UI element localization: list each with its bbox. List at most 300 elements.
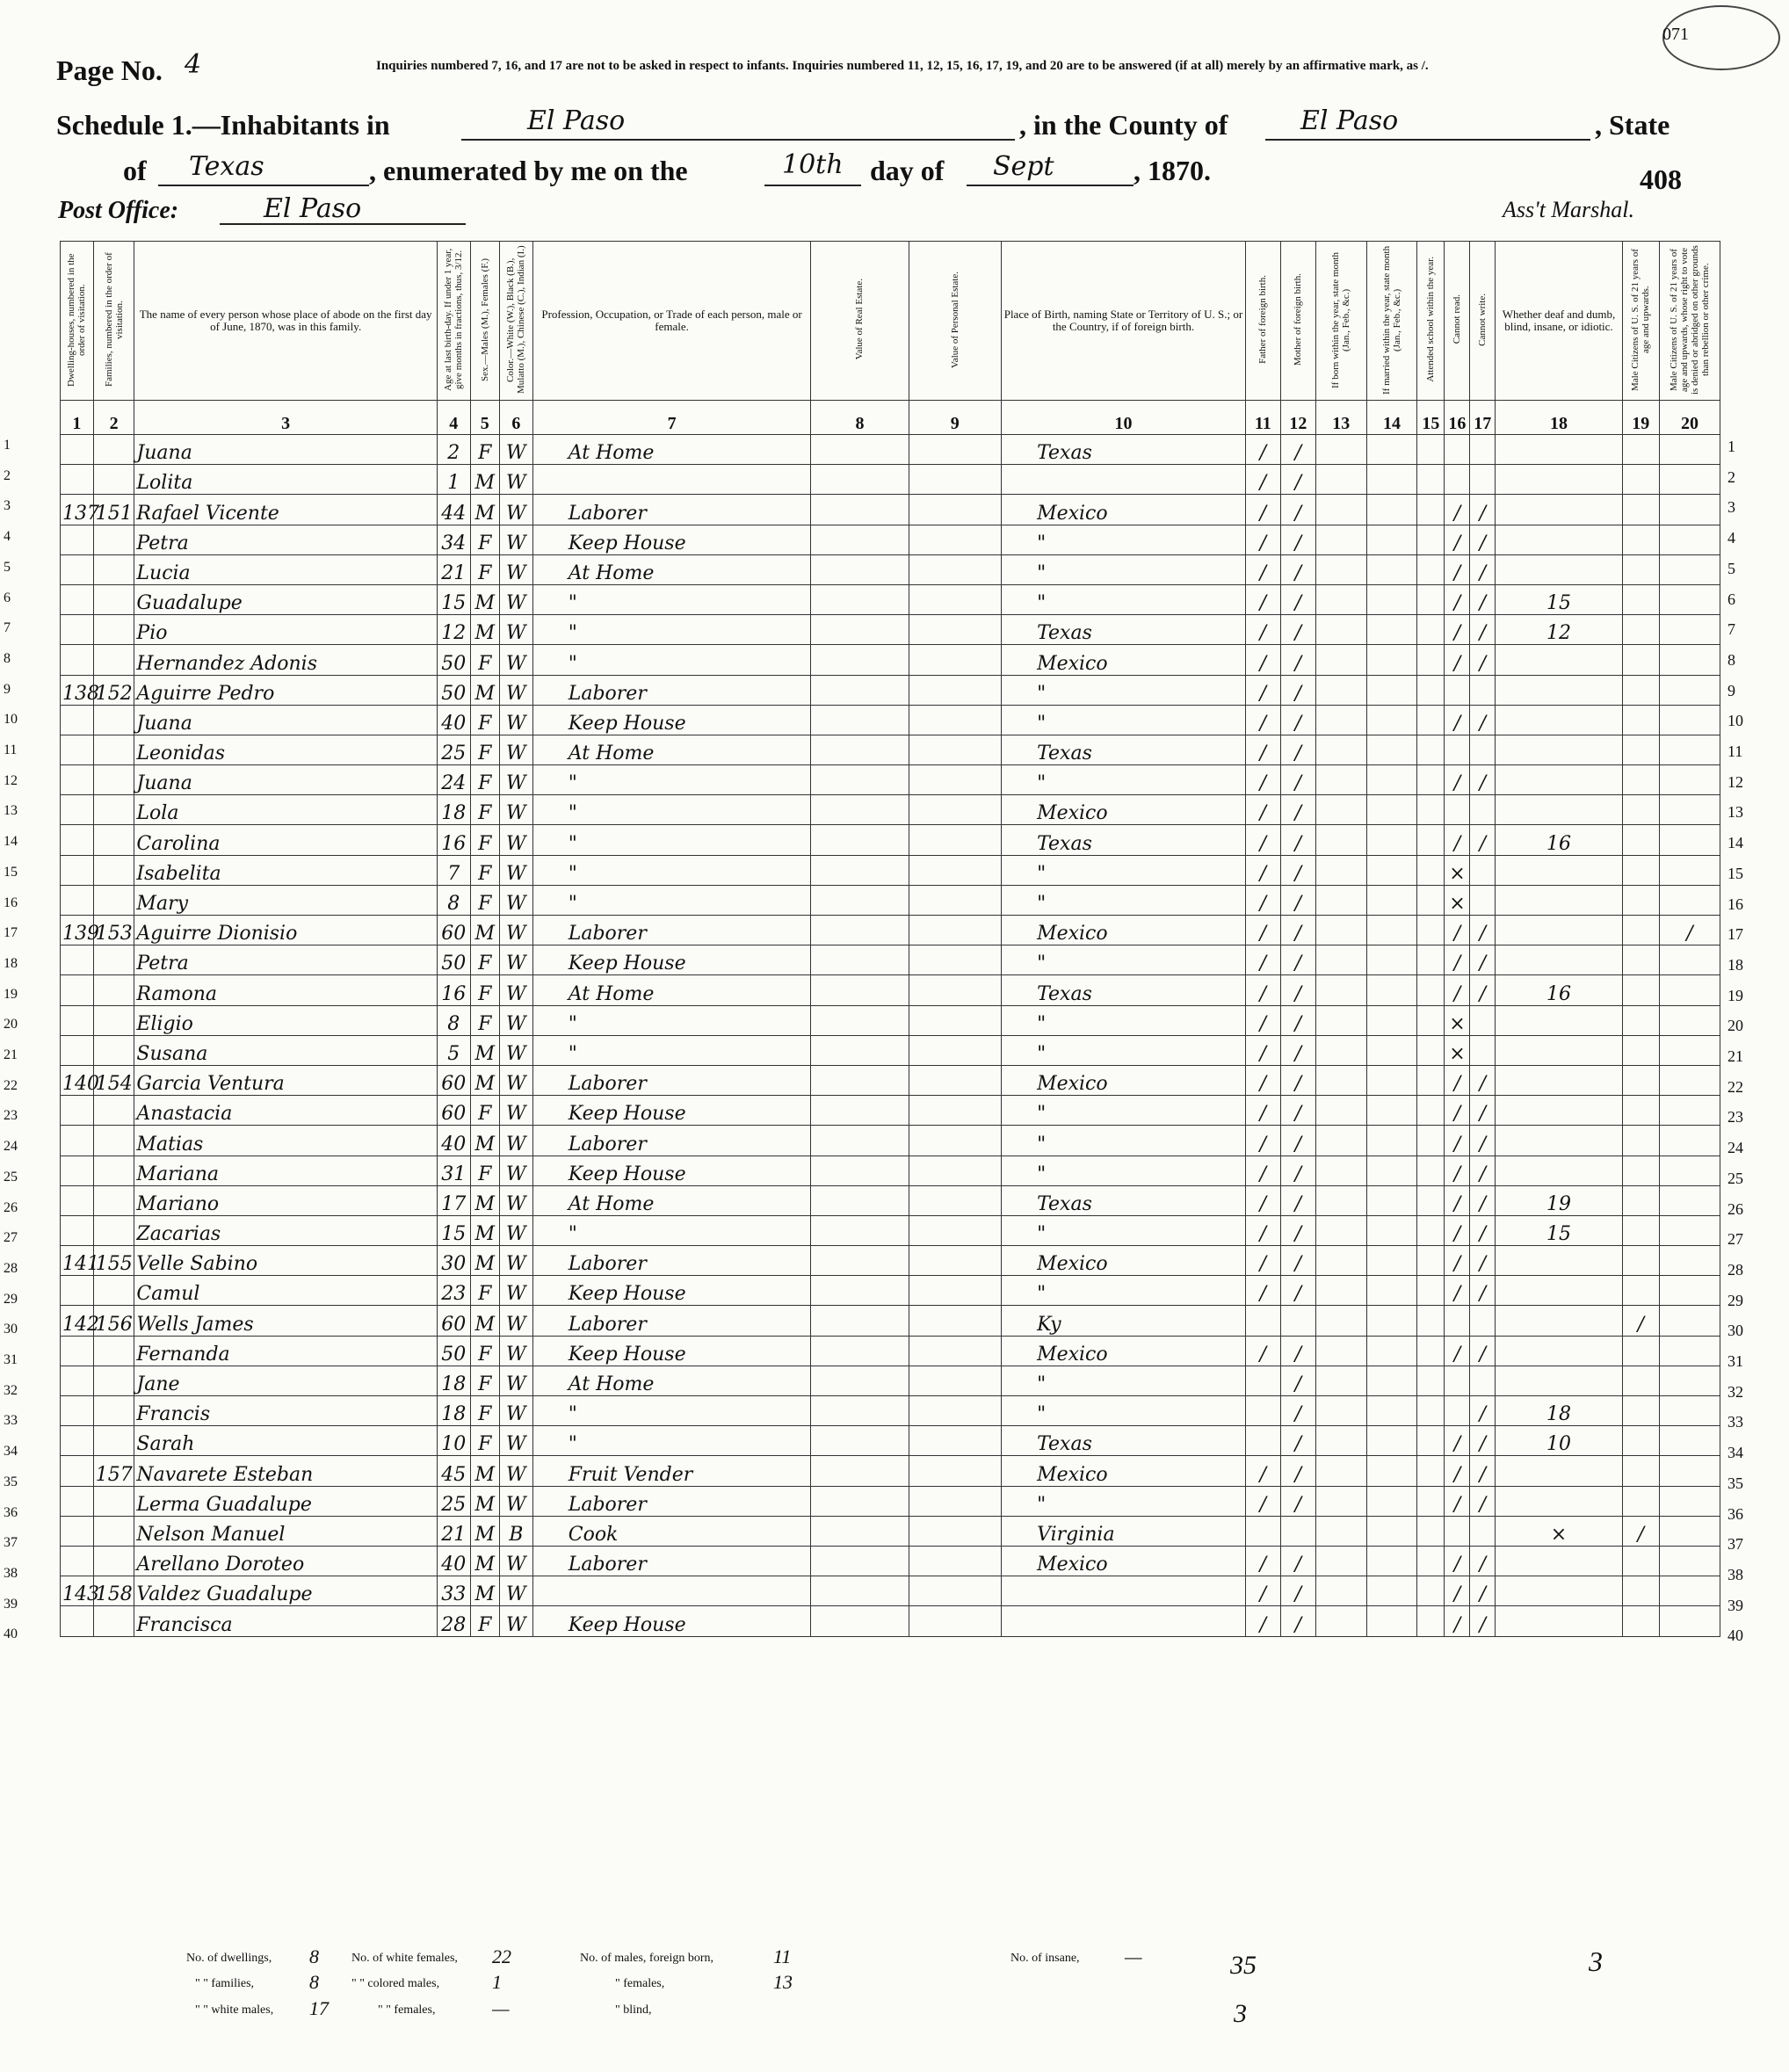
vote-denied-cell: / [1659, 916, 1720, 945]
disability-cell: 12 [1496, 615, 1622, 645]
disability-cell [1496, 1156, 1622, 1185]
column-number-10: 10 [1002, 401, 1246, 435]
father-foreign-cell: / [1245, 916, 1280, 945]
vote-denied-cell [1659, 1426, 1720, 1456]
disability-cell [1496, 1276, 1622, 1306]
column-header-16: Cannot read. [1445, 242, 1470, 401]
married-month-cell [1366, 1336, 1417, 1366]
person-name-cell: Arellano Doroteo [134, 1546, 437, 1576]
citizen-cell [1622, 645, 1659, 675]
line-number-right: 10 [1727, 712, 1743, 730]
cannot-read-cell: × [1445, 885, 1470, 915]
vote-denied-cell [1659, 855, 1720, 885]
school-cell [1417, 554, 1445, 584]
birthplace-cell: Texas [1002, 435, 1246, 465]
line-number-left: 24 [4, 1139, 18, 1155]
age-cell: 7 [437, 855, 470, 885]
color-cell: W [499, 885, 532, 915]
census-row [61, 916, 1720, 945]
school-cell [1417, 675, 1445, 705]
married-month-cell [1366, 825, 1417, 855]
personal-estate-cell [909, 1366, 1002, 1395]
line-number-right: 35 [1727, 1474, 1743, 1492]
occupation-cell: At Home [532, 1185, 811, 1215]
vote-denied-cell [1659, 795, 1720, 825]
real-estate-cell [811, 1306, 909, 1336]
age-cell: 8 [437, 1005, 470, 1035]
line-number-right: 33 [1727, 1413, 1743, 1431]
column-header-18: Whether deaf and dumb, blind, insane, or idiotic. [1496, 242, 1622, 401]
occupation-cell: At Home [532, 435, 811, 465]
mother-foreign-cell: / [1280, 855, 1315, 885]
father-foreign-cell: / [1245, 795, 1280, 825]
census-row [61, 584, 1720, 614]
mother-foreign-cell: / [1280, 465, 1315, 495]
birthplace-cell: Mexico [1002, 645, 1246, 675]
real-estate-cell [811, 1276, 909, 1306]
column-number-15: 15 [1417, 401, 1445, 435]
family-cell [93, 855, 134, 885]
line-number-right: 34 [1727, 1444, 1743, 1462]
birthplace-cell: " [1002, 1035, 1246, 1065]
stamp-number: 071 [1662, 25, 1689, 44]
real-estate-cell [811, 1486, 909, 1516]
father-foreign-cell: / [1245, 1336, 1280, 1366]
married-month-cell [1366, 795, 1417, 825]
age-cell: 50 [437, 945, 470, 975]
cannot-write-cell: / [1470, 705, 1496, 735]
cannot-write-cell: / [1470, 645, 1496, 675]
column-number-7: 7 [532, 401, 811, 435]
cannot-write-cell: / [1470, 1246, 1496, 1276]
father-foreign-cell: / [1245, 735, 1280, 764]
line-number-left: 32 [4, 1382, 18, 1398]
mother-foreign-cell: / [1280, 1096, 1315, 1126]
color-cell: W [499, 1185, 532, 1215]
real-estate-cell [811, 885, 909, 915]
school-cell [1417, 945, 1445, 975]
mother-foreign-cell: / [1280, 1215, 1315, 1245]
census-row [61, 1035, 1720, 1065]
born-month-cell [1315, 916, 1366, 945]
born-month-cell [1315, 435, 1366, 465]
school-cell [1417, 1185, 1445, 1215]
sex-cell: F [470, 945, 499, 975]
dwelling-cell [61, 525, 94, 554]
real-estate-cell [811, 1246, 909, 1276]
cannot-write-cell: / [1470, 825, 1496, 855]
personal-estate-cell [909, 1306, 1002, 1336]
school-cell [1417, 1546, 1445, 1576]
enumerated-label: , enumerated by me on the [369, 155, 688, 186]
birthplace-cell: Mexico [1002, 495, 1246, 525]
school-cell [1417, 1005, 1445, 1035]
married-month-cell [1366, 705, 1417, 735]
of-label: of [123, 155, 147, 186]
column-number-16: 16 [1445, 401, 1470, 435]
cannot-write-cell [1470, 1035, 1496, 1065]
cannot-read-cell: / [1445, 1126, 1470, 1156]
occupation-cell: " [532, 584, 811, 614]
person-name-cell: Valdez Guadalupe [134, 1576, 437, 1606]
person-name-cell: Juana [134, 435, 437, 465]
mother-foreign-cell: / [1280, 825, 1315, 855]
disability-cell: × [1496, 1516, 1622, 1546]
cannot-read-cell: / [1445, 1276, 1470, 1306]
born-month-cell [1315, 1126, 1366, 1156]
line-number-right: 21 [1727, 1047, 1743, 1065]
age-cell: 28 [437, 1606, 470, 1636]
person-name-cell: Petra [134, 945, 437, 975]
person-name-cell: Jane [134, 1366, 437, 1395]
cannot-read-cell [1445, 1396, 1470, 1426]
disability-cell [1496, 1366, 1622, 1395]
line-number-right: 4 [1727, 529, 1735, 547]
occupation-cell: Laborer [532, 495, 811, 525]
married-month-cell [1366, 885, 1417, 915]
birthplace-cell: " [1002, 765, 1246, 795]
line-number-left: 8 [4, 650, 11, 666]
father-foreign-cell: / [1245, 1126, 1280, 1156]
census-row [61, 495, 1720, 525]
family-cell [93, 1156, 134, 1185]
mother-foreign-cell: / [1280, 645, 1315, 675]
occupation-cell: Keep House [532, 945, 811, 975]
cannot-read-cell: / [1445, 1576, 1470, 1606]
disability-cell [1496, 1456, 1622, 1486]
real-estate-cell [811, 1546, 909, 1576]
vote-denied-cell [1659, 765, 1720, 795]
personal-estate-cell [909, 705, 1002, 735]
father-foreign-cell: / [1245, 1035, 1280, 1065]
dwelling-cell [61, 435, 94, 465]
person-name-cell: Wells James [134, 1306, 437, 1336]
personal-estate-cell [909, 675, 1002, 705]
citizen-cell [1622, 1035, 1659, 1065]
vote-denied-cell [1659, 1576, 1720, 1606]
person-name-cell: Zacarias [134, 1215, 437, 1245]
age-cell: 8 [437, 885, 470, 915]
born-month-cell [1315, 765, 1366, 795]
citizen-cell [1622, 1606, 1659, 1636]
vote-denied-cell [1659, 1336, 1720, 1366]
family-cell [93, 1366, 134, 1395]
occupation-cell: " [532, 885, 811, 915]
line-number-right: 31 [1727, 1352, 1743, 1370]
real-estate-cell [811, 795, 909, 825]
father-foreign-cell: / [1245, 765, 1280, 795]
disability-cell [1496, 885, 1622, 915]
family-cell: 152 [93, 675, 134, 705]
dwelling-cell [61, 1005, 94, 1035]
born-month-cell [1315, 1156, 1366, 1185]
census-row [61, 1606, 1720, 1636]
personal-estate-cell [909, 1336, 1002, 1366]
real-estate-cell [811, 1185, 909, 1215]
dwelling-cell: 141 [61, 1246, 94, 1276]
insane-label: No. of insane, [1010, 1952, 1080, 1965]
cannot-read-cell: / [1445, 1156, 1470, 1185]
real-estate-cell [811, 1336, 909, 1366]
census-row [61, 1246, 1720, 1276]
family-cell [93, 1606, 134, 1636]
father-foreign-cell: / [1245, 554, 1280, 584]
personal-estate-cell [909, 465, 1002, 495]
vote-denied-cell [1659, 465, 1720, 495]
real-estate-cell [811, 1215, 909, 1245]
census-row [61, 1546, 1720, 1576]
school-cell [1417, 1396, 1445, 1426]
age-cell: 24 [437, 765, 470, 795]
citizen-cell [1622, 525, 1659, 554]
person-name-cell: Hernandez Adonis [134, 645, 437, 675]
birthplace-cell: Mexico [1002, 1336, 1246, 1366]
married-month-cell [1366, 1185, 1417, 1215]
dwelling-cell: 139 [61, 916, 94, 945]
age-cell: 18 [437, 1396, 470, 1426]
line-number-right: 39 [1727, 1596, 1743, 1614]
column-header-8: Value of Real Estate. [811, 242, 909, 401]
column-number-6: 6 [499, 401, 532, 435]
dwelling-cell [61, 1606, 94, 1636]
citizen-cell [1622, 1546, 1659, 1576]
citizen-cell [1622, 1336, 1659, 1366]
married-month-cell [1366, 1065, 1417, 1095]
line-number-left: 16 [4, 895, 18, 910]
census-row [61, 735, 1720, 764]
census-row [61, 554, 1720, 584]
disability-cell [1496, 916, 1622, 945]
males-foreign-label: No. of males, foreign born, [580, 1952, 714, 1965]
color-cell: W [499, 615, 532, 645]
disability-cell [1496, 735, 1622, 764]
sex-cell: M [470, 1306, 499, 1336]
birthplace-cell: Mexico [1002, 1546, 1246, 1576]
sex-cell: M [470, 1185, 499, 1215]
line-number-left: 22 [4, 1077, 18, 1093]
line-number-right: 23 [1727, 1108, 1743, 1127]
born-month-cell [1315, 1246, 1366, 1276]
married-month-cell [1366, 1576, 1417, 1606]
sex-cell: M [470, 1546, 499, 1576]
cannot-write-cell: / [1470, 1456, 1496, 1486]
cannot-read-cell: / [1445, 975, 1470, 1005]
born-month-cell [1315, 465, 1366, 495]
dwelling-cell [61, 1096, 94, 1126]
line-number-right: 9 [1727, 681, 1735, 699]
line-number-right: 11 [1727, 743, 1743, 760]
disability-cell [1496, 945, 1622, 975]
cannot-read-cell: / [1445, 1426, 1470, 1456]
school-cell [1417, 975, 1445, 1005]
family-cell [93, 945, 134, 975]
sex-cell: M [470, 1215, 499, 1245]
mother-foreign-cell: / [1280, 1035, 1315, 1065]
father-foreign-cell [1245, 1396, 1280, 1426]
occupation-cell: Laborer [532, 916, 811, 945]
age-cell: 60 [437, 1306, 470, 1336]
color-cell: W [499, 1126, 532, 1156]
line-number-right: 6 [1727, 590, 1735, 608]
census-row [61, 1396, 1720, 1426]
line-number-right: 24 [1727, 1139, 1743, 1157]
dwelling-cell: 140 [61, 1065, 94, 1095]
family-cell [93, 1185, 134, 1215]
mother-foreign-cell: / [1280, 1336, 1315, 1366]
married-month-cell [1366, 1246, 1417, 1276]
white-females-label: No. of white females, [351, 1952, 458, 1965]
line-number-right: 2 [1727, 467, 1735, 486]
line-number-right: 12 [1727, 772, 1743, 791]
family-cell [93, 825, 134, 855]
birthplace-cell: " [1002, 1096, 1246, 1126]
color-cell: W [499, 435, 532, 465]
line-number-right: 14 [1727, 834, 1743, 852]
vote-denied-cell [1659, 584, 1720, 614]
father-foreign-cell: / [1245, 705, 1280, 735]
column-number-5: 5 [470, 401, 499, 435]
census-row [61, 1185, 1720, 1215]
birthplace-cell: Texas [1002, 975, 1246, 1005]
school-cell [1417, 1126, 1445, 1156]
birthplace-cell: Mexico [1002, 1065, 1246, 1095]
citizen-cell [1622, 765, 1659, 795]
occupation-cell: " [532, 855, 811, 885]
cannot-read-cell: / [1445, 705, 1470, 735]
disability-cell [1496, 1035, 1622, 1065]
line-number-left: 25 [4, 1169, 18, 1185]
sex-cell: F [470, 554, 499, 584]
occupation-cell: Laborer [532, 1246, 811, 1276]
occupation-cell: " [532, 1215, 811, 1245]
color-cell: W [499, 1005, 532, 1035]
color-cell: W [499, 525, 532, 554]
sex-cell: M [470, 1516, 499, 1546]
personal-estate-cell [909, 1516, 1002, 1546]
vote-denied-cell [1659, 1546, 1720, 1576]
person-name-cell: Leonidas [134, 735, 437, 764]
column-header-13: If born within the year, state month (Jan., Feb., &c.) [1315, 242, 1366, 401]
citizen-cell [1622, 916, 1659, 945]
married-month-cell [1366, 1486, 1417, 1516]
cannot-write-cell [1470, 435, 1496, 465]
cannot-read-cell: / [1445, 1606, 1470, 1636]
school-cell [1417, 855, 1445, 885]
school-cell [1417, 1486, 1445, 1516]
personal-estate-cell [909, 1185, 1002, 1215]
age-cell: 21 [437, 1516, 470, 1546]
age-cell: 1 [437, 465, 470, 495]
person-name-cell: Lola [134, 795, 437, 825]
family-cell: 158 [93, 1576, 134, 1606]
born-month-cell [1315, 1486, 1366, 1516]
personal-estate-cell [909, 1005, 1002, 1035]
page-label: Page No. [56, 54, 163, 86]
person-name-cell: Francisca [134, 1606, 437, 1636]
dwelling-cell [61, 765, 94, 795]
birthplace-cell: Ky [1002, 1306, 1246, 1336]
colored-females-label: " " females, [378, 2003, 436, 2017]
family-cell [93, 645, 134, 675]
column-number-12: 12 [1280, 401, 1315, 435]
occupation-cell: Laborer [532, 1306, 811, 1336]
line-number-left: 31 [4, 1352, 18, 1367]
cannot-write-cell [1470, 1366, 1496, 1395]
census-row [61, 1065, 1720, 1095]
occupation-cell: Keep House [532, 1156, 811, 1185]
occupation-cell: Fruit Vender [532, 1456, 811, 1486]
married-month-cell [1366, 615, 1417, 645]
vote-denied-cell [1659, 1005, 1720, 1035]
year-label: , 1870. [1134, 155, 1211, 186]
school-cell [1417, 1426, 1445, 1456]
person-name-cell: Lerma Guadalupe [134, 1486, 437, 1516]
vote-denied-cell [1659, 975, 1720, 1005]
birthplace-cell: Texas [1002, 1185, 1246, 1215]
born-month-cell [1315, 825, 1366, 855]
person-name-cell: Eligio [134, 1005, 437, 1035]
married-month-cell [1366, 1276, 1417, 1306]
dwelling-cell [61, 795, 94, 825]
dwelling-cell [61, 465, 94, 495]
color-cell: B [499, 1516, 532, 1546]
cannot-read-cell: / [1445, 1486, 1470, 1516]
citizen-cell [1622, 1366, 1659, 1395]
mother-foreign-cell: / [1280, 975, 1315, 1005]
color-cell: W [499, 1096, 532, 1126]
born-month-cell [1315, 1426, 1366, 1456]
line-number-left: 34 [4, 1444, 18, 1460]
line-number-left: 6 [4, 590, 11, 605]
birthplace-cell: " [1002, 1215, 1246, 1245]
citizen-cell [1622, 1486, 1659, 1516]
vote-denied-cell [1659, 645, 1720, 675]
disability-cell [1496, 1546, 1622, 1576]
citizen-cell [1622, 795, 1659, 825]
family-cell [93, 1215, 134, 1245]
census-row [61, 1366, 1720, 1395]
father-foreign-cell: / [1245, 1606, 1280, 1636]
occupation-cell: Keep House [532, 1096, 811, 1126]
age-cell: 40 [437, 1126, 470, 1156]
sex-cell: F [470, 645, 499, 675]
birthplace-cell: Mexico [1002, 1246, 1246, 1276]
dwelling-cell [61, 1156, 94, 1185]
age-cell: 15 [437, 584, 470, 614]
real-estate-cell [811, 1396, 909, 1426]
born-month-cell [1315, 615, 1366, 645]
born-month-cell [1315, 975, 1366, 1005]
cannot-write-cell [1470, 855, 1496, 885]
family-cell [93, 735, 134, 764]
sex-cell: M [470, 675, 499, 705]
real-estate-cell [811, 465, 909, 495]
cannot-read-cell [1445, 735, 1470, 764]
person-name-cell: Francis [134, 1396, 437, 1426]
real-estate-cell [811, 1156, 909, 1185]
sex-cell: M [470, 1456, 499, 1486]
column-header-7: Profession, Occupation, or Trade of each person, male or female. [532, 242, 811, 401]
father-foreign-cell: / [1245, 1246, 1280, 1276]
family-cell [93, 435, 134, 465]
color-cell: W [499, 735, 532, 764]
born-month-cell [1315, 1336, 1366, 1366]
occupation-cell: Keep House [532, 1336, 811, 1366]
cannot-write-cell: / [1470, 1065, 1496, 1095]
birthplace-cell: " [1002, 1156, 1246, 1185]
personal-estate-cell [909, 795, 1002, 825]
cannot-read-cell: / [1445, 916, 1470, 945]
